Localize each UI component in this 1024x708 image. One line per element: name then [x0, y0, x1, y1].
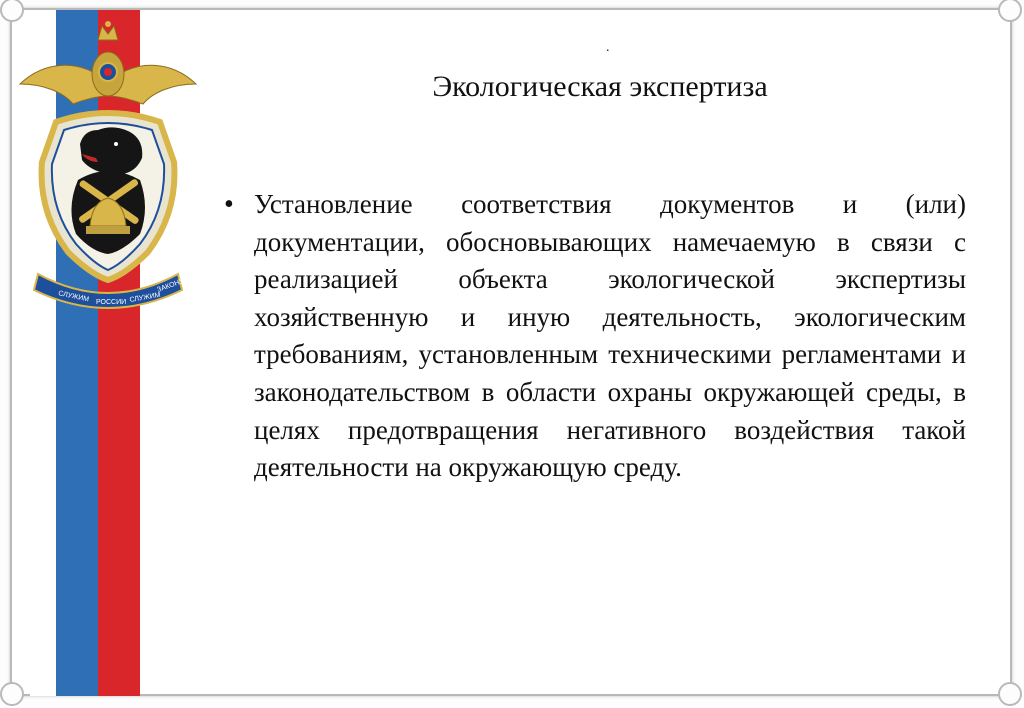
bullet-list [224, 186, 966, 487]
svg-text:СЛУЖИМ: СЛУЖИМ [57, 290, 90, 304]
slide-title: Экологическая экспертиза [432, 70, 768, 103]
bullet-text: Установление соответствия документов и (или) документации, обосновывающих намечаемую в связи с реализацией объекта экологической экспертизы хозяйственную и иную деятельность, экологическим требованиям, установленным техническими регламентами и законодательством в области охраны окружающей среды, в целях предотвращения негативного воздействия такой деятельности на окружающую среду. [254, 189, 966, 483]
frame-corner [998, 0, 1022, 22]
frame-corner [0, 682, 24, 706]
police-emblem-bear-icon [18, 12, 198, 312]
bullet-marker: • [224, 189, 234, 220]
frame-corner [998, 682, 1022, 706]
bullet-item [224, 186, 966, 487]
svg-text:ЗАКОНУ: ЗАКОНУ [156, 277, 185, 294]
svg-text:РОССИИ: РОССИИ [96, 299, 127, 306]
title-dot: . [606, 40, 610, 55]
svg-text:СЛУЖИМ: СЛУЖИМ [129, 291, 162, 304]
